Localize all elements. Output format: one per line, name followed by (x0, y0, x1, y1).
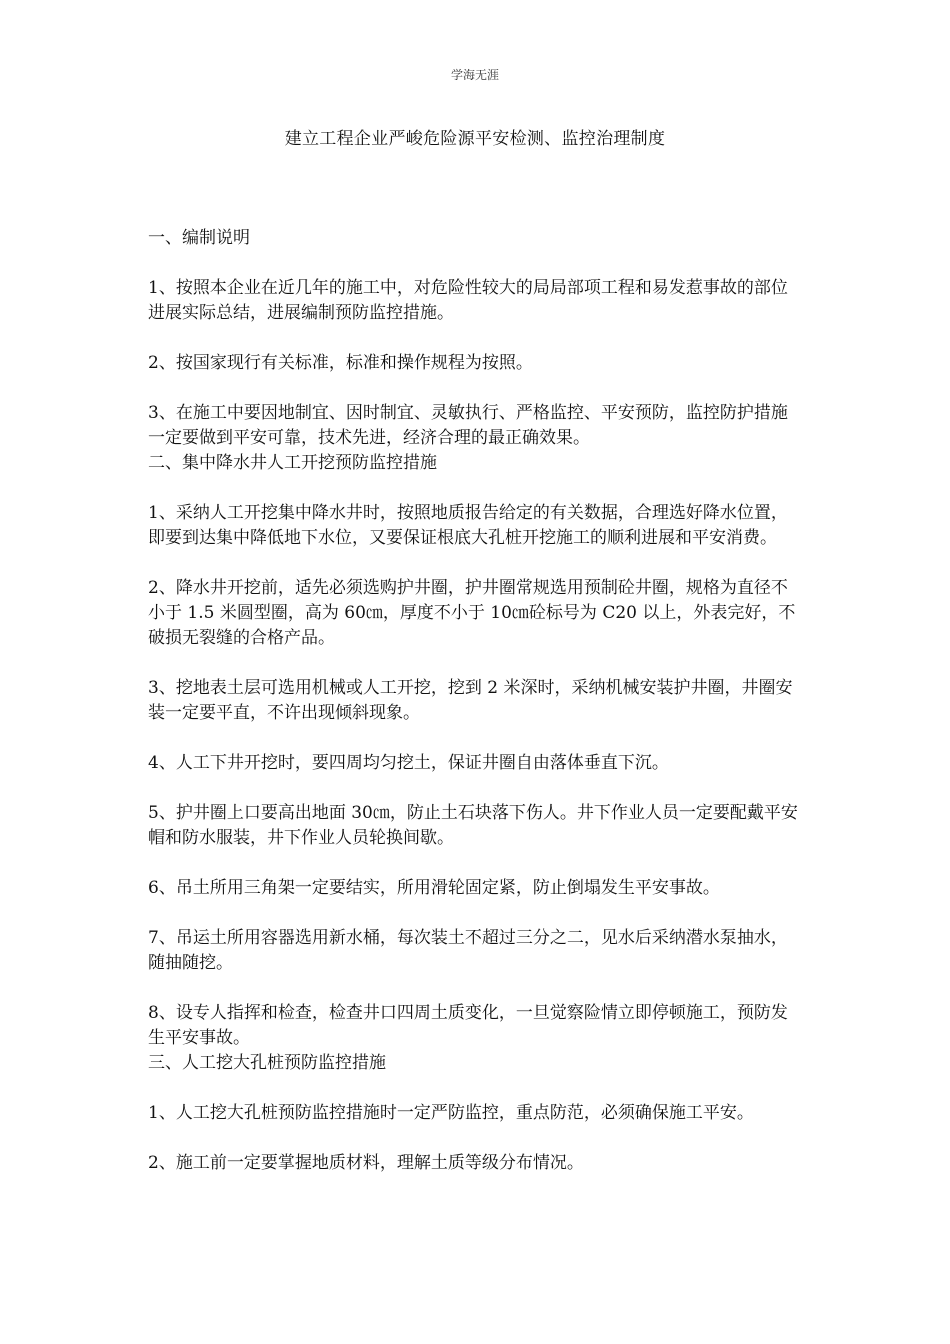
paragraph: 3、在施工中要因地制宜、因时制宜、灵敏执行、严格监控、平安预防，监控防护措施一定要做到平安可靠，技术先进，经济合理的最正确效果。 (148, 403, 788, 448)
section-heading-2: 二、集中降水井人工开挖预防监控措施 (148, 453, 437, 473)
paragraph: 2、按国家现行有关标准，标准和操作规程为按照。 (148, 353, 533, 373)
paragraph: 1、人工挖大孔桩预防监控措施时一定严防监控，重点防范，必须确保施工平安。 (148, 1103, 754, 1123)
paragraph: 8、设专人指挥和检查，检查井口四周土质变化，一旦觉察险情立即停顿施工，预防发生平安事故。 (148, 1003, 788, 1048)
paragraph: 1、采纳人工开挖集中降水井时，按照地质报告给定的有关数据，合理选好降水位置，即要到达集中降低地下水位，又要保证根底大孔桩开挖施工的顺利进展和平安消费。 (148, 503, 788, 548)
paragraph: 5、护井圈上口要高出地面 30㎝，防止土石块落下伤人。井下作业人员一定要配戴平安帽和防水服装，井下作业人员轮换间歇。 (148, 803, 798, 848)
section-heading-1: 一、编制说明 (148, 228, 250, 248)
paragraph: 4、人工下井开挖时，要四周均匀挖土，保证井圈自由落体垂直下沉。 (148, 753, 669, 773)
paragraph: 1、按照本企业在近几年的施工中，对危险性较大的局局部项工程和易发惹事故的部位进展实际总结，进展编制预防监控措施。 (148, 278, 788, 323)
document-body (148, 226, 803, 1176)
paragraph: 6、吊土所用三角架一定要结实，所用滑轮固定紧，防止倒塌发生平安事故。 (148, 878, 720, 898)
paragraph: 7、吊运土所用容器选用新水桶，每次装土不超过三分之二，见水后采纳潜水泵抽水，随抽随挖。 (148, 928, 788, 973)
page-header: 学海无涯 (450, 68, 499, 82)
paragraph: 2、降水井开挖前，适先必须选购护井圈，护井圈常规选用预制砼井圈，规格为直径不小于 1.5 米圆型圈，高为 60㎝，厚度不小于 10㎝砼标号为 C20 以上，外表完好，不破损无裂缝的合格产品。 (148, 578, 796, 648)
document-title: 建立工程企业严峻危险源平安检测、监控治理制度 (284, 129, 666, 149)
paragraph: 2、施工前一定要掌握地质材料，理解土质等级分布情况。 (148, 1153, 584, 1173)
paragraph: 3、挖地表土层可选用机械或人工开挖，挖到 2 米深时，采纳机械安装护井圈，井圈安装一定要平直，不许出现倾斜现象。 (148, 678, 793, 723)
section-heading-3: 三、人工挖大孔桩预防监控措施 (148, 1053, 386, 1073)
